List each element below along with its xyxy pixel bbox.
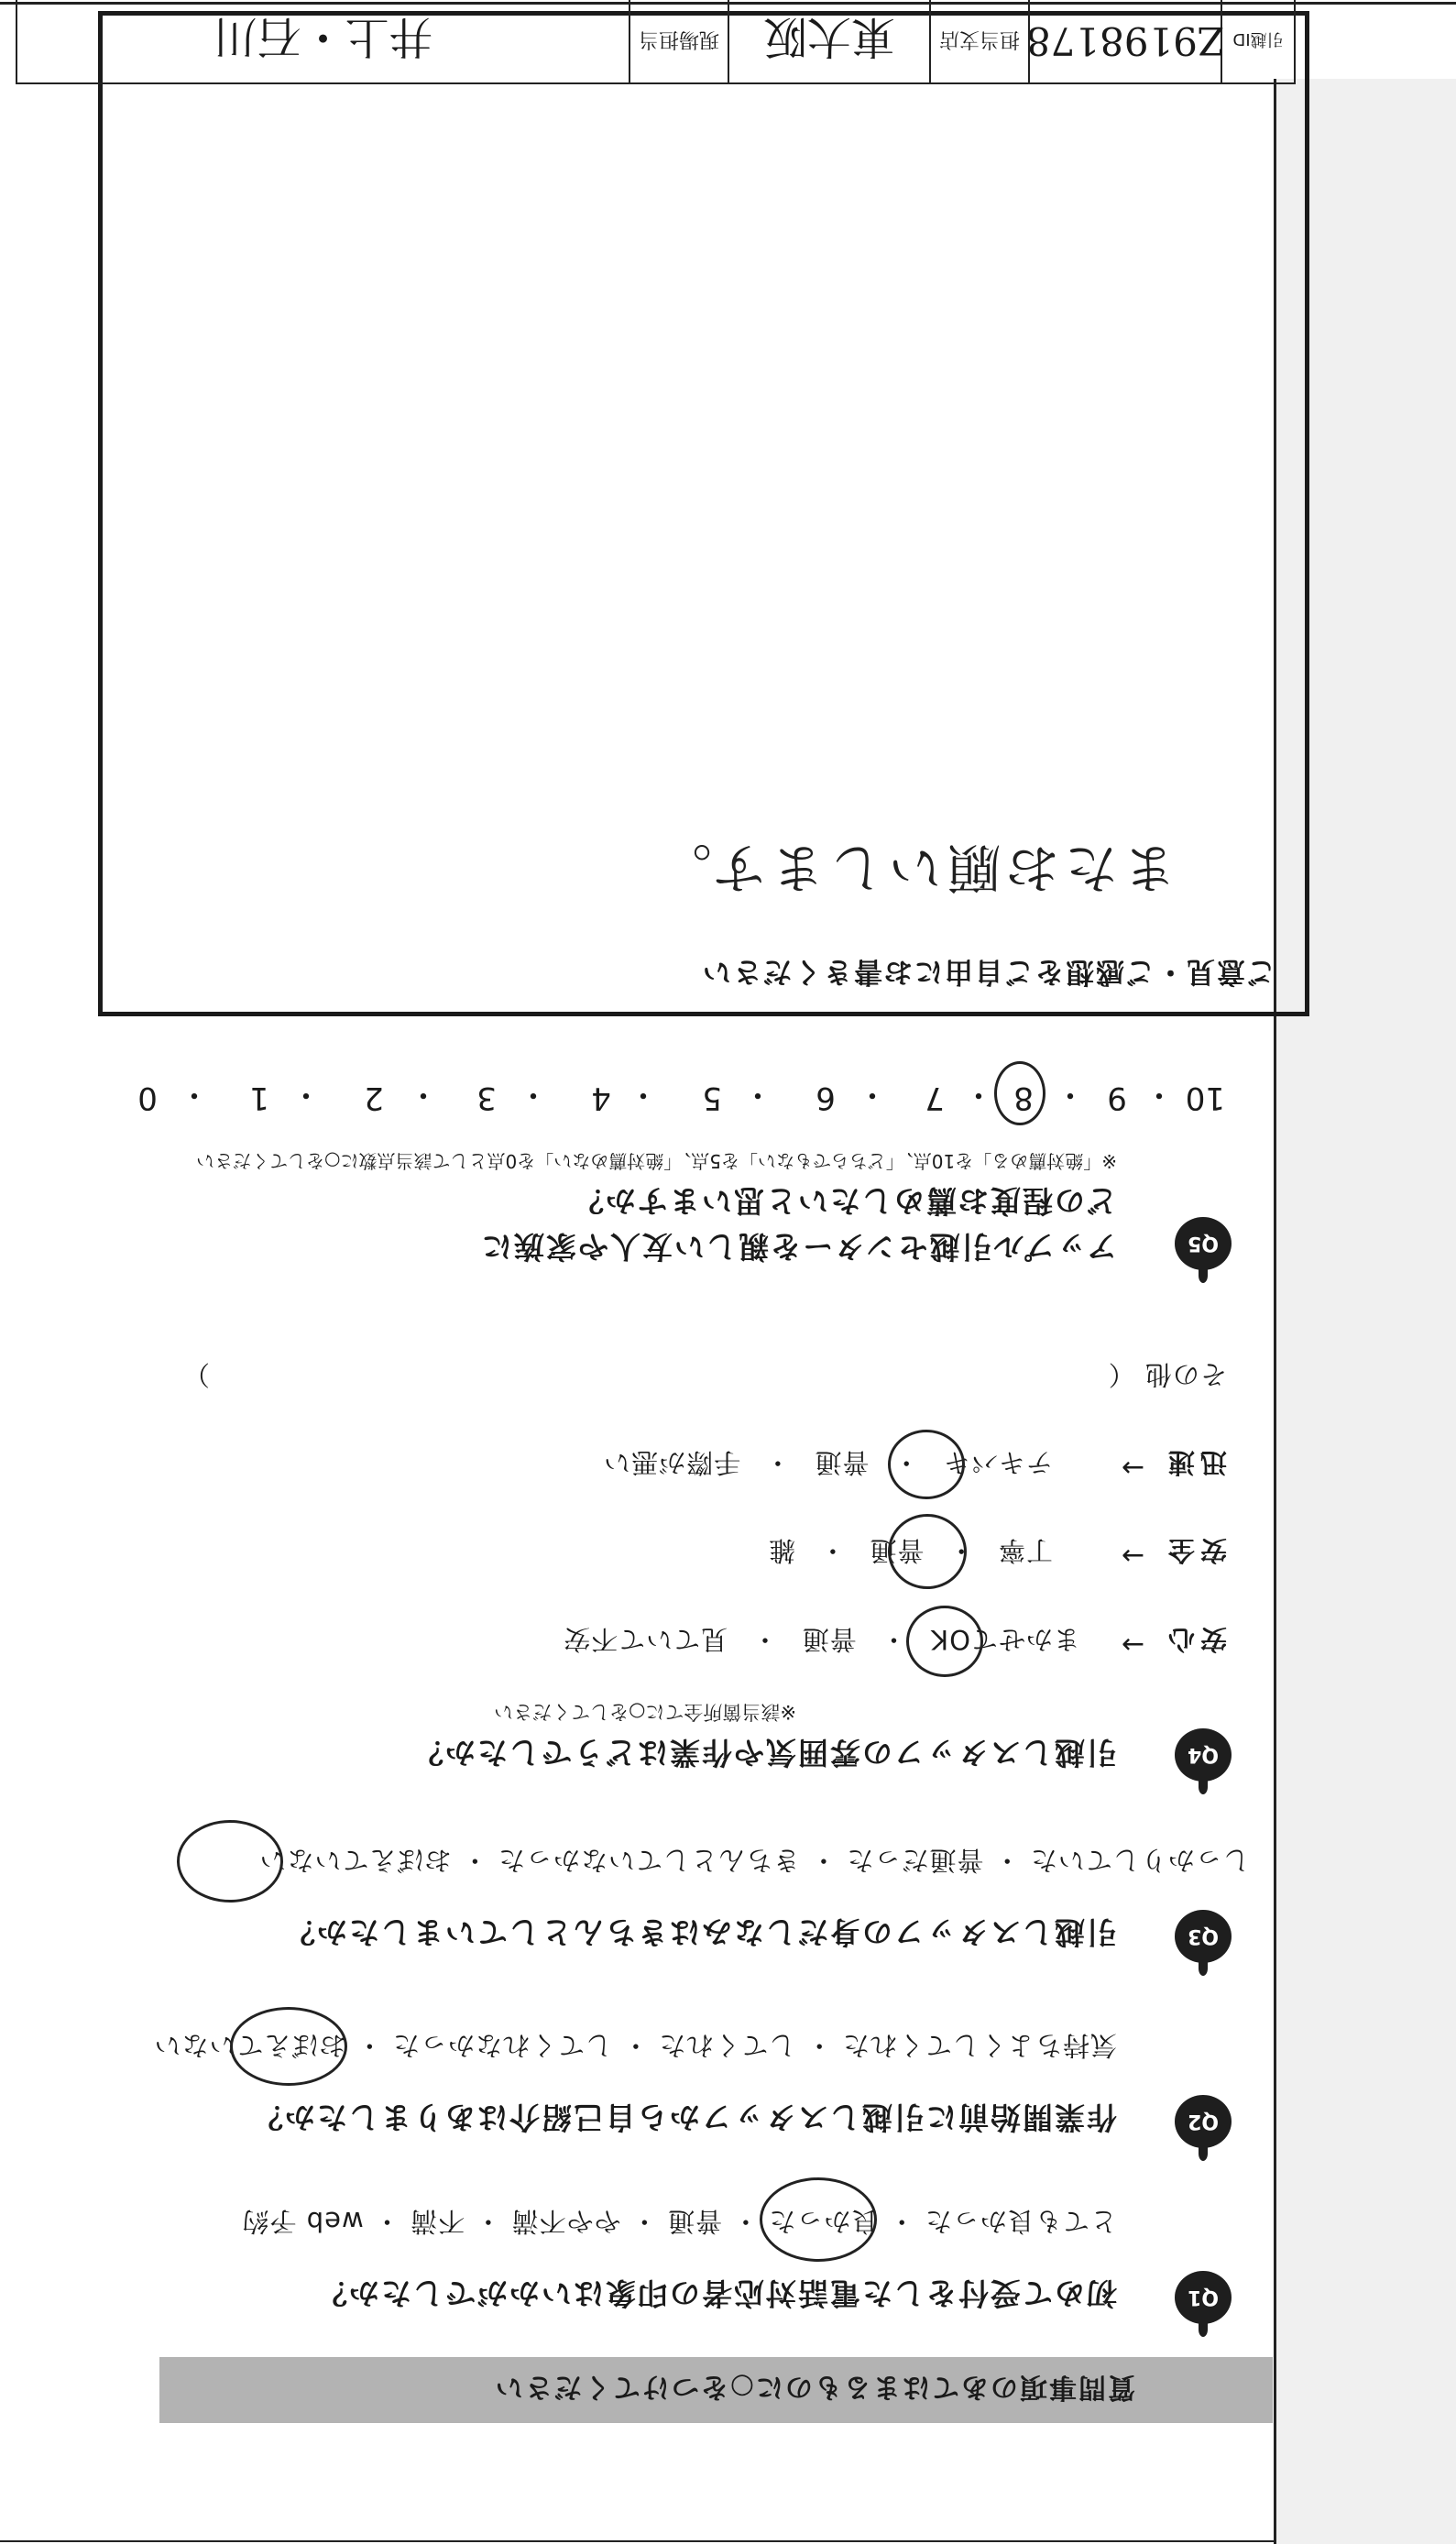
q5-scale-sep: ・	[179, 1076, 210, 1113]
q3-badge: Q3	[1175, 1910, 1232, 1963]
q2-answer-circle	[230, 2007, 347, 2086]
q2-option-4[interactable]: おぼえていない	[153, 2030, 346, 2061]
instruction-bar	[159, 2357, 1273, 2423]
q5-score-5[interactable]: 5	[702, 1080, 722, 1116]
q5-scale-sep: ・	[1144, 1076, 1175, 1113]
instruction-text: 質問事項のあてはまるものに○をつけてください	[493, 2371, 1135, 2403]
q4-row-3-option-2[interactable]: 普通	[814, 1447, 870, 1478]
page-edge-top	[0, 2540, 1456, 2542]
q4-row-3-arrow: →	[1121, 1452, 1144, 1484]
comment-heading: ご意見・ご感想をご自由にお書きください	[701, 955, 1275, 988]
q4-row-2-option-1[interactable]: 丁寧	[997, 1535, 1053, 1566]
q1-option-3[interactable]: 普通	[667, 2206, 723, 2237]
q4-row-2-option-2[interactable]: 普通	[869, 1535, 925, 1566]
q3-options: しっかりしていた ・ 普通だった ・ きちんとしていなかった ・ おぼえていない	[258, 1845, 1250, 1876]
q4-row-2-option-3[interactable]: 雑	[768, 1535, 796, 1566]
q4-row-1-option-1[interactable]: まかせてOK	[930, 1624, 1080, 1655]
handwritten-comment: またお願いします。	[652, 837, 1177, 899]
q5-question-line1: アップル引越センターを親しい友人や家族に	[479, 1229, 1117, 1265]
q1-option-2[interactable]: 良かった	[768, 2206, 879, 2237]
leader-value: 井上・石川	[17, 0, 630, 82]
branch-value: 東大阪	[729, 0, 931, 82]
q5-question-line2: どの程度お薦めしたいと思いますか？	[572, 1183, 1117, 1219]
q3-option-2[interactable]: 普通だった	[846, 1845, 984, 1876]
q4-row-3-answer-circle	[888, 1430, 965, 1499]
q2-options: 気持ちよくしてくれた ・ してくれた ・ してくれなかった ・ おぼえていない	[153, 2030, 1117, 2061]
q1-answer-circle	[760, 2177, 877, 2262]
q3-question: 引越しスタッフの身だしなみはきちんとしていましたか？	[283, 1914, 1117, 1950]
q5-score-2[interactable]: 2	[364, 1080, 384, 1116]
q4-row-1-options: まかせてOK ・ 普通 ・ 見ていて不安	[563, 1624, 1080, 1655]
q3-option-1[interactable]: しっかりしていた	[1029, 1845, 1250, 1876]
q4-other-label: その他	[1144, 1359, 1227, 1390]
q5-score-4[interactable]: 4	[591, 1080, 611, 1116]
q5-score-3[interactable]: 3	[476, 1080, 497, 1116]
q5-badge: Q5	[1175, 1217, 1232, 1270]
q4-row-1-answer-circle	[906, 1606, 983, 1677]
q4-row-3-category: 迅速	[1162, 1447, 1227, 1478]
q5-score-10[interactable]: 10	[1185, 1080, 1225, 1116]
q1-option-1[interactable]: とても良かった	[924, 2206, 1117, 2237]
q5-scale-sep: ・	[290, 1076, 322, 1113]
q5-score-6[interactable]: 6	[816, 1080, 836, 1116]
move-id-value: Z9198178	[1030, 0, 1222, 82]
q5-answer-circle	[994, 1061, 1045, 1125]
q2-option-2[interactable]: してくれた	[658, 2030, 796, 2061]
q2-option-3[interactable]: してくれなかった	[392, 2030, 613, 2061]
leader-label: 現場担当	[630, 0, 729, 82]
q4-row-2-category: 安全	[1162, 1535, 1227, 1566]
q1-options: とても良かった ・ 良かった ・ 普通 ・ やや不満 ・ 不満 ・ web 予約	[241, 2206, 1117, 2237]
q4-note: ※該当箇所全てに○をしてください	[494, 1701, 796, 1723]
q1-option-5[interactable]: 不満	[410, 2206, 465, 2237]
q5-scale-sep: ・	[963, 1076, 994, 1113]
q5-note: ※「絶対薦める」を10点、「どちらでもない」を5点、「絶対薦めない」を0点として該当点数に○をしてください	[196, 1150, 1117, 1172]
branch-label: 担当支店	[931, 0, 1030, 82]
q3-option-4[interactable]: おぼえていない	[258, 1845, 452, 1876]
q1-option-4[interactable]: やや不満	[510, 2206, 621, 2237]
q5-scale-sep: ・	[1055, 1076, 1086, 1113]
q2-option-1[interactable]: 気持ちよくしてくれた	[841, 2030, 1117, 2061]
q5-scale-sep: ・	[518, 1076, 549, 1113]
q5-score-7[interactable]: 7	[925, 1080, 945, 1116]
q4-row-3-option-3[interactable]: 手際が悪い	[603, 1447, 741, 1478]
q4-question: 引越しスタッフの雰囲気や作業はどうでしたか？	[411, 1735, 1117, 1771]
q4-row-1-option-2[interactable]: 普通	[801, 1624, 857, 1655]
q4-row-3-options: テキパキ ・ 普通 ・ 手際が悪い	[603, 1447, 1053, 1478]
q4-other	[1108, 1357, 1227, 1395]
q5-score-9[interactable]: 9	[1107, 1080, 1127, 1116]
q5-scale-sep: ・	[628, 1076, 659, 1113]
q1-option-6[interactable]: web 予約	[241, 2206, 364, 2237]
q2-question: 作業開始前に引越しスタッフから自己紹介はありましたか？	[251, 2100, 1117, 2135]
id-table	[16, 0, 1296, 84]
q4-row-2-answer-circle	[888, 1514, 967, 1589]
q5-score-1[interactable]: 1	[249, 1080, 269, 1116]
q4-row-2-arrow: →	[1121, 1540, 1144, 1572]
q5-score-8[interactable]: 8	[1013, 1080, 1034, 1116]
q4-row-1-category: 安心	[1162, 1624, 1227, 1655]
q3-option-3[interactable]: きちんとしていなかった	[498, 1845, 801, 1876]
q4-other-close: ）	[181, 1359, 210, 1390]
q1-badge: Q1	[1175, 2271, 1232, 2324]
q5-score-0[interactable]: 0	[137, 1080, 158, 1116]
q5-scale-sep: ・	[857, 1076, 888, 1113]
move-id-label: 引越ID	[1232, 29, 1284, 49]
comment-box[interactable]	[98, 11, 1309, 1016]
q5-scale-sep: ・	[408, 1076, 439, 1113]
q4-row-1-arrow: →	[1121, 1628, 1144, 1661]
q4-row-2-options: 丁寧 ・ 普通 ・ 雑	[768, 1535, 1053, 1566]
q4-row-1-option-3[interactable]: 見ていて不安	[563, 1624, 728, 1655]
q4-other-open: （	[1107, 1359, 1135, 1390]
q4-badge: Q4	[1175, 1728, 1232, 1782]
q1-question: 初めて受付をした電話対応者の印象はいかがでしたか？	[315, 2275, 1117, 2311]
q3-answer-circle	[177, 1820, 283, 1903]
q2-badge: Q2	[1175, 2095, 1232, 2148]
q5-scale-sep: ・	[742, 1076, 773, 1113]
q4-row-3-option-1[interactable]: テキパキ	[942, 1447, 1053, 1478]
